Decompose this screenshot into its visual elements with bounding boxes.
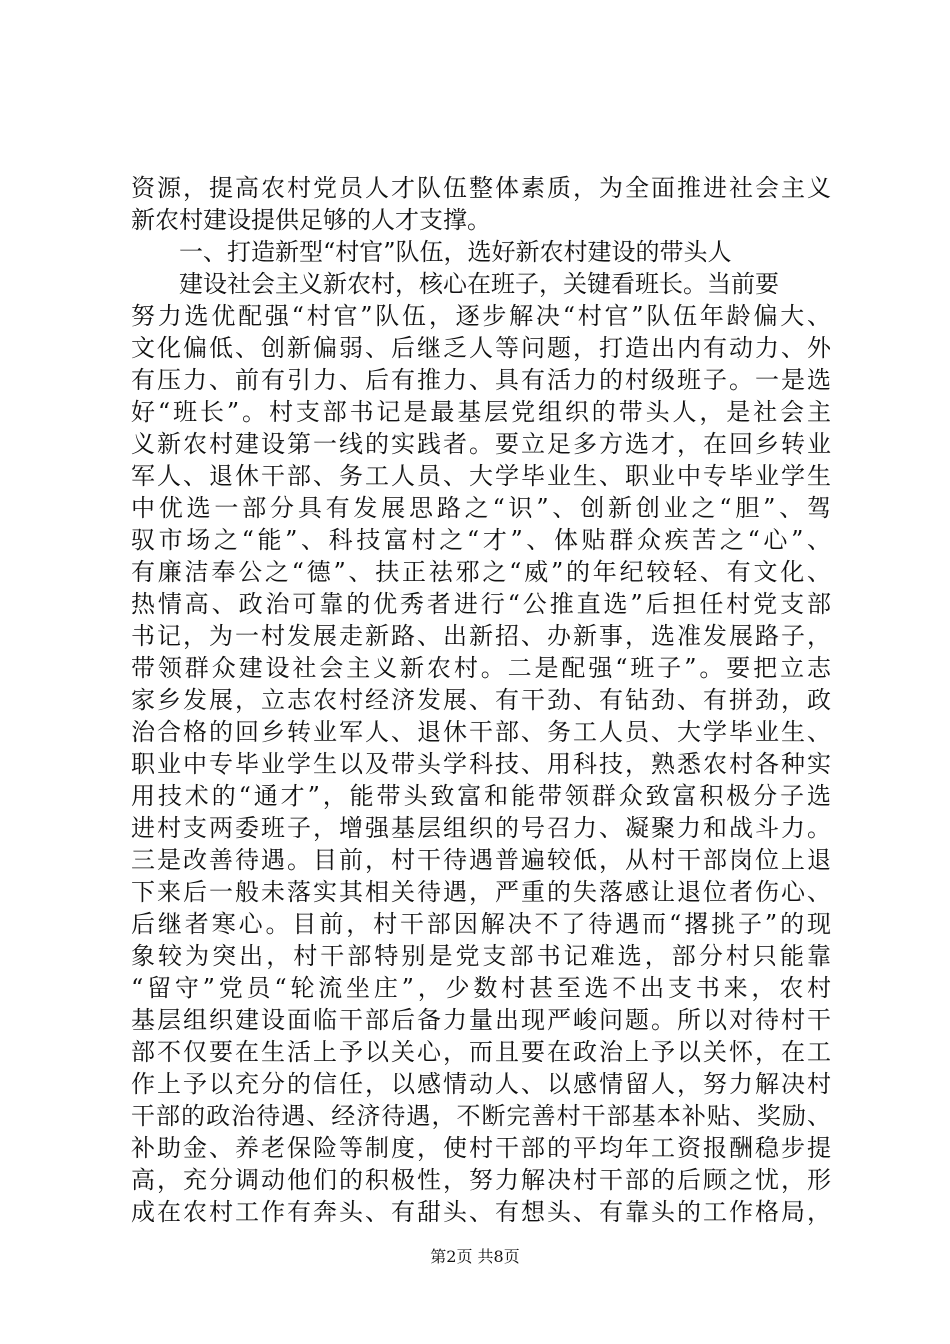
text-line-10: 军人、退休干部、务工人员、大学毕业生、职业中专毕业学生 <box>131 462 831 490</box>
text-line-32: 高，充分调动他们的积极性，努力解决村干部的后顾之忧，形 <box>131 1166 831 1194</box>
text-line-27: 基层组织建设面临干部后备力量出现严峻问题。所以对待村干 <box>131 1006 831 1034</box>
text-line-29: 作上予以充分的信任，以感情动人、以感情留人，努力解决村 <box>131 1070 831 1098</box>
text-line-9: 义新农村建设第一线的实践者。要立足多方选才，在回乡转业 <box>131 430 831 458</box>
text-line-25: 象较为突出，村干部特别是党支部书记难选，部分村只能靠 <box>131 942 831 970</box>
text-line-24: 后继者寒心。目前，村干部因解决不了待遇而“撂挑子”的现 <box>131 910 831 938</box>
paragraph-start: 建设社会主义新农村，核心在班子，关键看班长。当前要 <box>179 270 779 298</box>
text-line-19: 职业中专毕业学生以及带头学科技、用科技，熟悉农村各种实 <box>131 750 831 778</box>
text-line-14: 热情高、政治可靠的优秀者进行“公推直选”后担任村党支部 <box>131 590 831 618</box>
text-line-33: 成在农村工作有奔头、有甜头、有想头、有靠头的工作格局， <box>131 1198 831 1226</box>
text-line-13: 有廉洁奉公之“德”、扶正祛邪之“威”的年纪较轻、有文化、 <box>131 558 831 586</box>
text-line-17: 家乡发展，立志农村经济发展、有干劲、有钻劲、有拼劲，政 <box>131 686 831 714</box>
text-line-22: 三是改善待遇。目前，村干待遇普遍较低，从村干部岗位上退 <box>131 846 831 874</box>
text-line-23: 下来后一般未落实其相关待遇，严重的失落感让退位者伤心、 <box>131 878 831 906</box>
text-line-11: 中优选一部分具有发展思路之“识”、创新创业之“胆”、驾 <box>131 494 831 522</box>
text-line-20: 用技术的“通才”，能带头致富和能带领群众致富积极分子选 <box>131 782 831 810</box>
section-heading: 一、打造新型“村官”队伍，选好新农村建设的带头人 <box>179 238 732 266</box>
body-text <box>131 172 831 1228</box>
text-line-18: 治合格的回乡转业军人、退休干部、务工人员、大学毕业生、 <box>131 718 831 746</box>
page-number-label: 第2页 共8页 <box>430 1247 520 1266</box>
page-footer <box>0 1244 950 1267</box>
text-line-8: 好“班长”。村支部书记是最基层党组织的带头人，是社会主 <box>131 398 831 426</box>
text-line-12: 驭市场之“能”、科技富村之“才”、体贴群众疾苦之“心”、 <box>131 526 831 554</box>
text-line-16: 带领群众建设社会主义新农村。二是配强“班子”。要把立志 <box>131 654 831 682</box>
text-line-2: 新农村建设提供足够的人才支撑。 <box>131 206 491 234</box>
text-line-15: 书记，为一村发展走新路、出新招、办新事，选准发展路子， <box>131 622 831 650</box>
text-line-1: 资源，提高农村党员人才队伍整体素质，为全面推进社会主义 <box>131 174 831 202</box>
text-line-28: 部不仅要在生活上予以关心，而且要在政治上予以关怀，在工 <box>131 1038 831 1066</box>
text-line-26: “留守”党员“轮流坐庄”，少数村甚至选不出支书来，农村 <box>131 974 831 1002</box>
text-line-6: 文化偏低、创新偏弱、后继乏人等问题，打造出内有动力、外 <box>131 334 831 362</box>
text-line-30: 干部的政治待遇、经济待遇，不断完善村干部基本补贴、奖励、 <box>131 1102 831 1130</box>
text-line-5: 努力选优配强“村官”队伍，逐步解决“村官”队伍年龄偏大、 <box>131 302 831 330</box>
text-line-31: 补助金、养老保险等制度，使村干部的平均年工资报酬稳步提 <box>131 1134 831 1162</box>
text-line-21: 进村支两委班子，增强基层组织的号召力、凝聚力和战斗力。 <box>131 814 831 842</box>
text-line-7: 有压力、前有引力、后有推力、具有活力的村级班子。一是选 <box>131 366 831 394</box>
